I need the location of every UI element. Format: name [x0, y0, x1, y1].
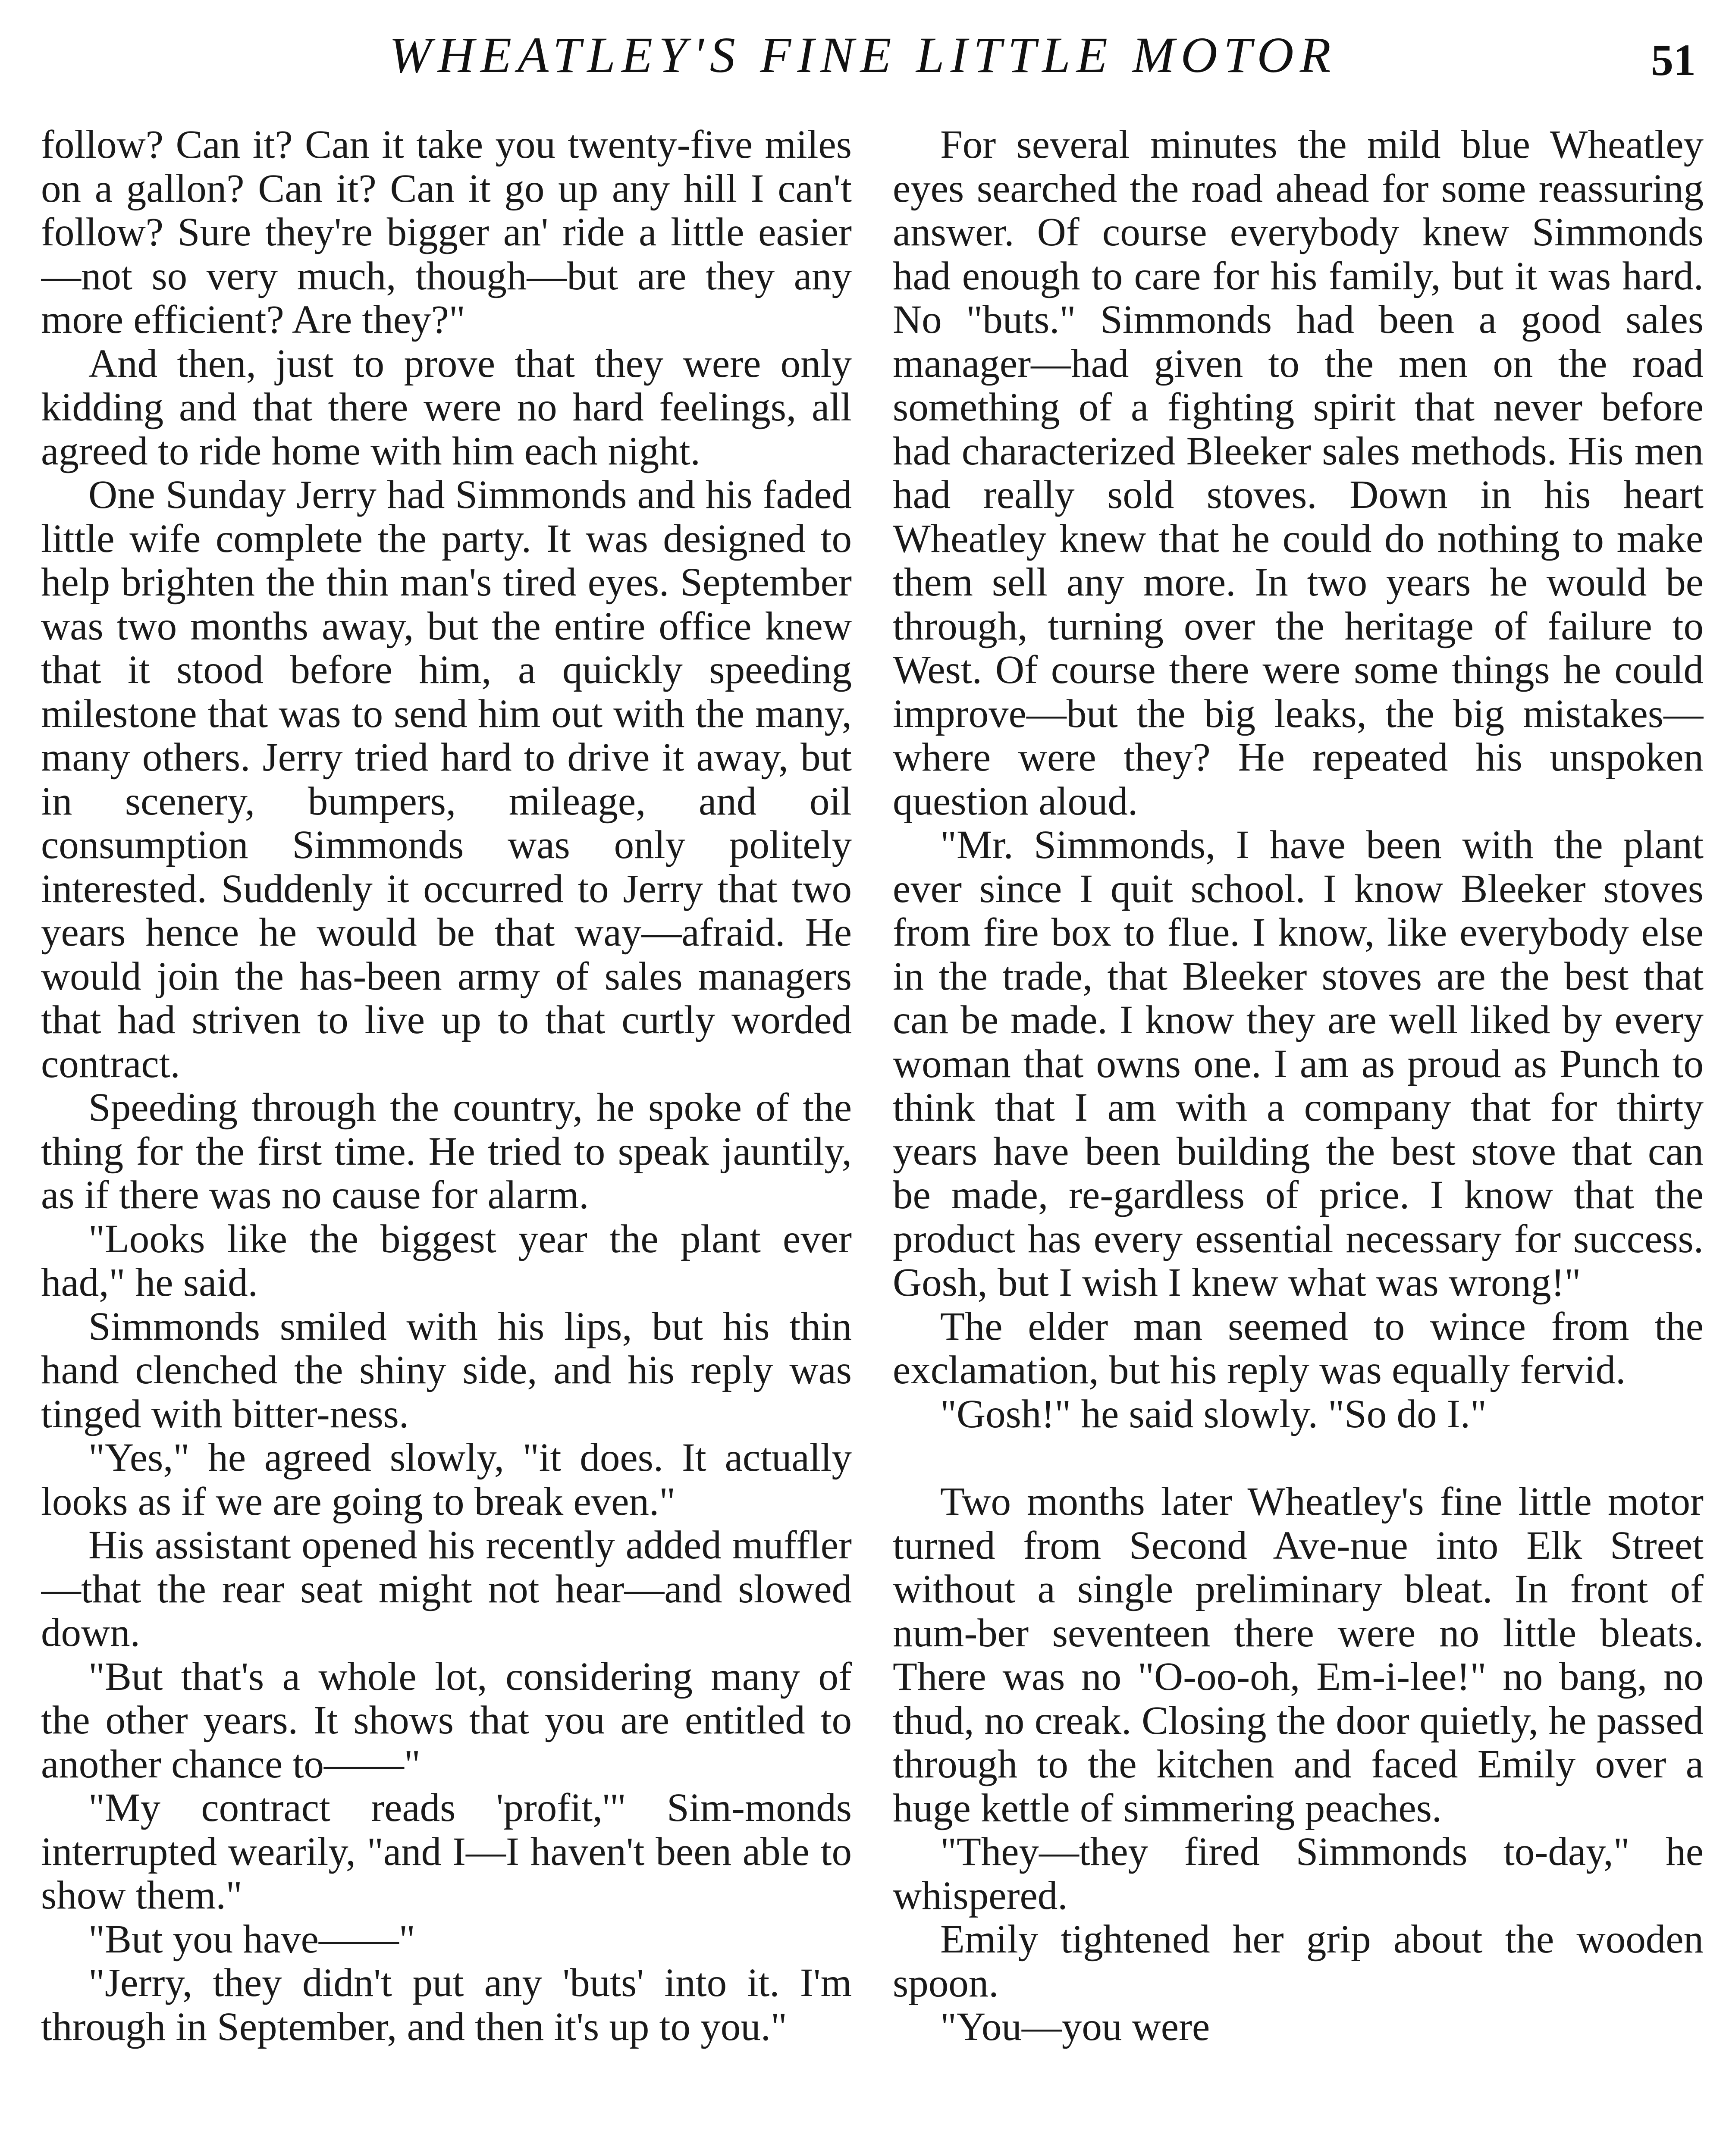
paragraph: One Sunday Jerry had Simmonds and his faded little wife complete the party. It was designed to help brighten the thin man's tired eyes. September was two months away, but the entire office knew that it stood before him, a quickly speeding milestone that was to send him out with the many, many others. Jerry tried hard to drive it away, but in scenery, bumpers, mileage, and oil consumption Simmonds was only politely interested. Suddenly it occurred to Jerry that two years hence he would be that way—afraid. He would join the has-been army of sales managers that had striven to live up to that curtly worded contract.	[41, 473, 852, 1086]
paragraph: Emily tightened her grip about the wooden spoon.	[893, 1917, 1704, 2006]
paragraph: Two months later Wheatley's fine little motor turned from Second Ave-nue into Elk Street without a single preliminary bleat. In front of num-ber seventeen there were no little bleats. There was no "O-oo-oh, Em-i-lee!" no bang, no thud, no creak. Closing the door quietly, he passed through to the kitchen and faced Emily over a huge kettle of simmering peaches.	[893, 1479, 1704, 1830]
paragraph: His assistant opened his recently added muffler—that the rear seat might not hear—and slowed down.	[41, 1523, 852, 1655]
running-title: WHEATLEY'S FINE LITTLE MOTOR	[389, 27, 1337, 83]
paragraph: "You—you were	[940, 2005, 1210, 2049]
paragraph: "They—they fired Simmonds to-day," he whispered.	[893, 1830, 1704, 1918]
paragraph: "Yes," he agreed slowly, "it does. It actually looks as if we are going to break even."	[41, 1435, 852, 1524]
paragraph: "Looks like the biggest year the plant ever had," he said.	[41, 1216, 852, 1305]
paragraph: "My contract reads 'profit,'" Sim-monds interrupted wearily, "and I—I haven't been able to show them."	[41, 1786, 852, 1918]
paragraph: Simmonds smiled with his lips, but his thin hand clenched the shiny side, and his reply was tinged with bitter-ness.	[41, 1304, 852, 1436]
paragraph: "Gosh!" he said slowly. "So do I."	[940, 1391, 1487, 1436]
paragraph: The elder man seemed to wince from the exclamation, but his reply was equally fervid.	[893, 1304, 1704, 1392]
paragraph: "Jerry, they didn't put any 'buts' into it. I'm through in September, and then it's up to you."	[41, 1961, 852, 2049]
paragraph: "But that's a whole lot, considering many of the other years. It shows that you are entitled to another chance to——"	[41, 1654, 852, 1786]
section-break	[893, 1436, 1704, 1480]
left-column	[41, 123, 852, 2156]
paragraph: Speeding through the country, he spoke of the thing for the first time. He tried to speak jauntily, as if there was no cause for alarm.	[41, 1085, 852, 1217]
right-column	[893, 123, 1704, 2156]
paragraph: And then, just to prove that they were only kidding and that there were no hard feelings, all agreed to ride home with him each night.	[41, 341, 852, 473]
page-number: 51	[1651, 35, 1696, 85]
running-head	[0, 17, 1726, 103]
paragraph: "But you have——"	[88, 1917, 415, 1962]
paragraph: follow? Can it? Can it take you twenty-five miles on a gallon? Can it? Can it go up any hill I can't follow? Sure they're bigger an' ride a little easier—not so very much, though—but are they any more efficient? Are they?"	[41, 123, 852, 342]
paragraph: "Mr. Simmonds, I have been with the plant ever since I quit school. I know Bleeker stoves from fire box to flue. I know, like everybody else in the trade, that Bleeker stoves are the best that can be made. I know they are well liked by every woman that owns one. I am as proud as Punch to think that I am with a company that for thirty years have been building the best stove that can be made, re-gardless of price. I know that the product has every essential necessary for success. Gosh, but I wish I knew what was wrong!"	[893, 823, 1704, 1305]
paragraph: For several minutes the mild blue Wheatley eyes searched the road ahead for some reassuring answer. Of course everybody knew Simmonds had enough to care for his family, but it was hard. No "buts." Simmonds had been a good sales manager—had given to the men on the road something of a fighting spirit that never before had characterized Bleeker sales methods. His men had really sold stoves. Down in his heart Wheatley knew that he could do nothing to make them sell any more. In two years he would be through, turning over the heritage of failure to West. Of course there were some things he could improve—but the big leaks, the big mistakes—where were they? He repeated his unspoken question aloud.	[893, 123, 1704, 824]
